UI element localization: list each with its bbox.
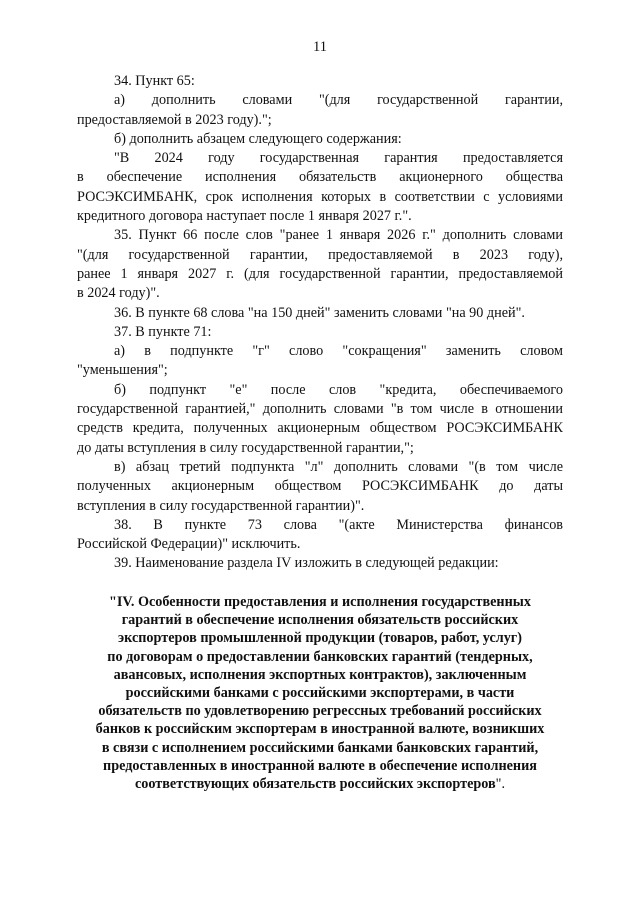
text-line: государственной гарантией," дополнить словами "в том числе в отношении: [77, 401, 563, 418]
heading-line: авансовых, исполнения экспортных контрактов), заключенным: [113, 666, 527, 683]
text-line: б) подпункт "е" после слов "кредита, обеспечиваемого: [114, 381, 563, 398]
text-line: в 2024 году)".: [77, 285, 160, 302]
text-line: а) дополнить словами "(для государственной гарантии,: [114, 92, 563, 109]
text-line: ранее 1 января 2027 г. (для государственной гарантии, предоставляемой: [77, 265, 563, 282]
heading-line: предоставленных в иностранной валюте в обеспечение исполнения: [103, 757, 537, 774]
amendments-text: [77, 72, 563, 574]
text-line: в) абзац третий подпункта "л" дополнить словами "(в том числе: [114, 458, 563, 475]
heading-line-last: [70, 775, 570, 793]
heading-line: "IV. Особенности предоставления и исполнения государственных: [109, 594, 531, 610]
text-line: предоставляемой в 2023 году).";: [77, 111, 272, 128]
text-line: 38. В пункте 73 слова "(акте Министерства финансов: [114, 516, 563, 533]
heading-line: в связи с исполнением российскими банками банковских гарантий,: [101, 739, 539, 756]
text-line: средств кредита, полученных акционерным обществом РОСЭКСИМБАНК: [77, 420, 563, 437]
text-line: полученных акционерным обществом РОСЭКСИМБАНК до даты: [77, 478, 563, 495]
text-line: вступления в силу государственной гарантии)".: [77, 497, 365, 514]
heading-closing-quote: ".: [495, 775, 505, 792]
text-line: РОСЭКСИМБАНК, срок исполнения которых в соответствии с условиями: [77, 188, 563, 205]
text-line: 34. Пункт 65:: [114, 73, 195, 89]
heading-line: по договорам о предоставлении банковских гарантий (тендерных,: [107, 648, 533, 665]
heading-line: экспортеров промышленной продукции (товаров, работ, услуг): [118, 630, 522, 647]
heading-line: российскими банками с российскими экспортерами, в части: [125, 684, 515, 701]
heading-line: гарантий в обеспечение исполнения обязательств российских: [121, 612, 519, 629]
section-heading: [70, 593, 570, 793]
text-line: в обеспечение исполнения обязательств акционерного общества: [77, 169, 563, 186]
text-line: "(для государственной гарантии, предоставляемой в 2023 году),: [77, 246, 563, 263]
heading-line: обязательств по удовлетворению регрессных требований российских: [98, 703, 542, 720]
text-line: 39. Наименование раздела IV изложить в следующей редакции:: [114, 555, 499, 572]
text-line: Российской Федерации)" исключить.: [77, 536, 301, 553]
text-line: 35. Пункт 66 после слов "ранее 1 января 2026 г." дополнить словами: [114, 227, 563, 244]
text-line: до даты вступления в силу государственной гарантии,";: [77, 439, 414, 456]
text-line: б) дополнить абзацем следующего содержания:: [114, 130, 402, 147]
text-line: "В 2024 году государственная гарантия предоставляется: [114, 150, 563, 167]
text-line: 37. В пункте 71:: [114, 323, 212, 340]
text-line: кредитного договора наступает после 1 января 2027 г.".: [77, 208, 412, 225]
heading-line: банков к российским экспортерам в иностранной валюте, возникших: [95, 721, 545, 738]
text-line: а) в подпункте "г" слово "сокращения" заменить словом: [114, 343, 563, 360]
page-number: 11: [313, 39, 327, 55]
text-line: "уменьшения";: [77, 362, 168, 379]
text-line: 36. В пункте 68 слова "на 150 дней" заменить словами "на 90 дней".: [114, 304, 525, 321]
heading-line-text: соответствующих обязательств российских экспортеров: [134, 775, 496, 792]
